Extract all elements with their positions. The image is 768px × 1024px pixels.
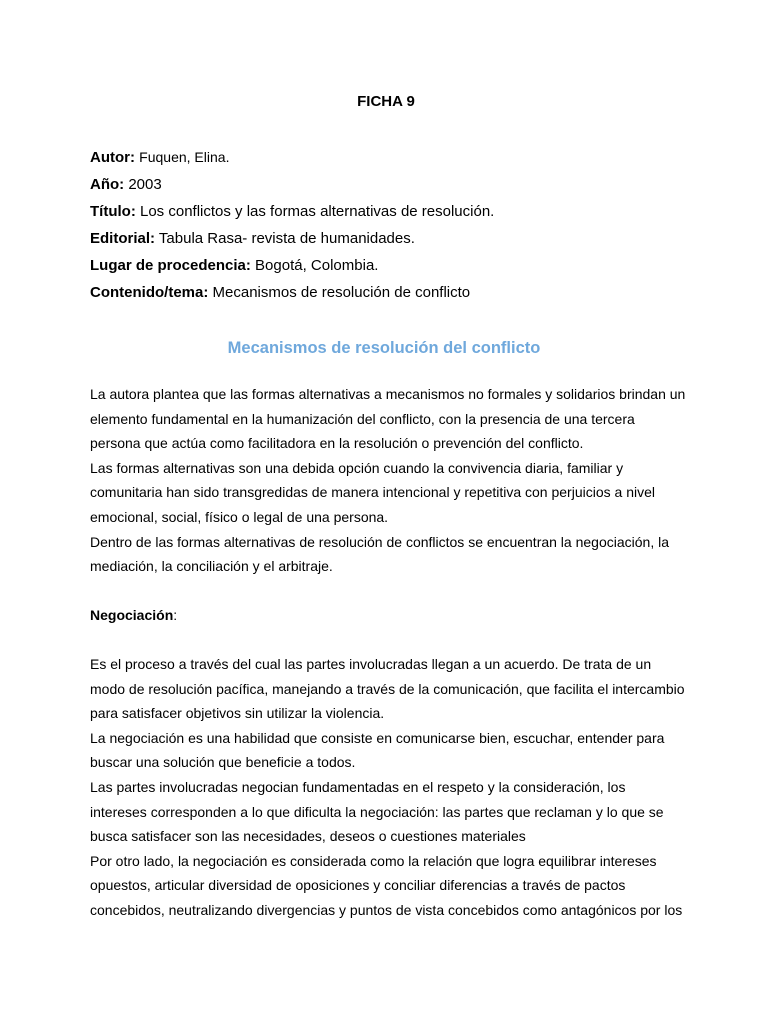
meta-year-label: Año: bbox=[90, 176, 125, 193]
subheading-label: Negociación bbox=[90, 607, 174, 623]
body-line: opuestos, articular diversidad de oposiciones y conciliar diferencias a través de pactos bbox=[90, 877, 626, 894]
meta-origin-value: Bogotá, Colombia. bbox=[255, 257, 379, 274]
body-line: busca satisfacer son las necesidades, deseos o cuestiones materiales bbox=[90, 828, 526, 845]
page-title: FICHA 9 bbox=[357, 93, 415, 110]
meta-topic bbox=[90, 279, 730, 306]
body-line: La autora plantea que las formas alternativas a mecanismos no formales y solidarios brindan un bbox=[90, 386, 686, 402]
body-line: buscar una solución que beneficie a todos. bbox=[90, 754, 356, 771]
intro-paragraph bbox=[90, 382, 690, 579]
body-line: mediación, la conciliación y el arbitraje. bbox=[90, 558, 333, 575]
metadata-block bbox=[90, 144, 730, 306]
meta-publisher-label: Editorial: bbox=[90, 230, 156, 247]
body-line: Por otro lado, la negociación es considerada como la relación que logra equilibrar intereses bbox=[90, 852, 657, 869]
meta-author bbox=[90, 144, 730, 171]
meta-publisher bbox=[90, 225, 730, 252]
body-line: comunitaria han sido transgredidas de manera intencional y repetitiva con perjuicios a nivel bbox=[90, 484, 655, 501]
meta-title bbox=[90, 198, 730, 225]
meta-title-label: Título: bbox=[90, 203, 136, 220]
meta-topic-value: Mecanismos de resolución de conflicto bbox=[212, 284, 471, 301]
negociacion-paragraph bbox=[90, 652, 690, 923]
body-line: elemento fundamental en la humanización del conflicto, con la presencia de una tercera bbox=[90, 410, 635, 427]
body-line: Es el proceso a través del cual las partes involucradas llegan a un acuerdo. De trata de un bbox=[90, 656, 652, 672]
subheading-colon: : bbox=[173, 607, 178, 623]
meta-year bbox=[90, 171, 730, 198]
subheading-negociacion bbox=[90, 604, 177, 626]
body-line: Dentro de las formas alternativas de resolución de conflictos se encuentran la negociación, la bbox=[90, 533, 669, 550]
body-line: La negociación es una habilidad que consiste en comunicarse bien, escuchar, entender para bbox=[90, 729, 665, 746]
body-line: persona que actúa como facilitadora en la resolución o prevención del conflicto. bbox=[90, 435, 584, 452]
meta-title-value: Los conflictos y las formas alternativas de resolución. bbox=[140, 203, 495, 220]
body-line: Las formas alternativas son una debida opción cuando la convivencia diaria, familiar y bbox=[90, 459, 624, 476]
meta-publisher-value: Tabula Rasa- revista de humanidades. bbox=[158, 230, 415, 247]
section-heading: Mecanismos de resolución del conflicto bbox=[227, 339, 541, 357]
meta-origin bbox=[90, 252, 730, 279]
meta-year-value: 2003 bbox=[128, 176, 162, 193]
meta-topic-label: Contenido/tema: bbox=[90, 284, 209, 301]
body-line: concebidos, neutralizando divergencias y puntos de vista concebidos como antagónicos por los bbox=[90, 901, 683, 918]
body-line: modo de resolución pacífica, manejando a través de la comunicación, que facilita el intercambio bbox=[90, 680, 685, 697]
body-line: emocional, social, físico o legal de una persona. bbox=[90, 508, 389, 525]
body-line: intereses corresponden a lo que dificulta la negociación: las partes que reclaman y lo que se bbox=[90, 803, 664, 820]
meta-origin-label: Lugar de procedencia: bbox=[90, 257, 251, 274]
meta-author-label: Autor: bbox=[90, 149, 135, 166]
body-line: para satisfacer objetivos sin utilizar la violencia. bbox=[90, 705, 385, 722]
body-line: Las partes involucradas negocian fundamentadas en el respeto y la consideración, los bbox=[90, 778, 626, 795]
meta-author-value: Fuquen, Elina. bbox=[139, 149, 230, 165]
